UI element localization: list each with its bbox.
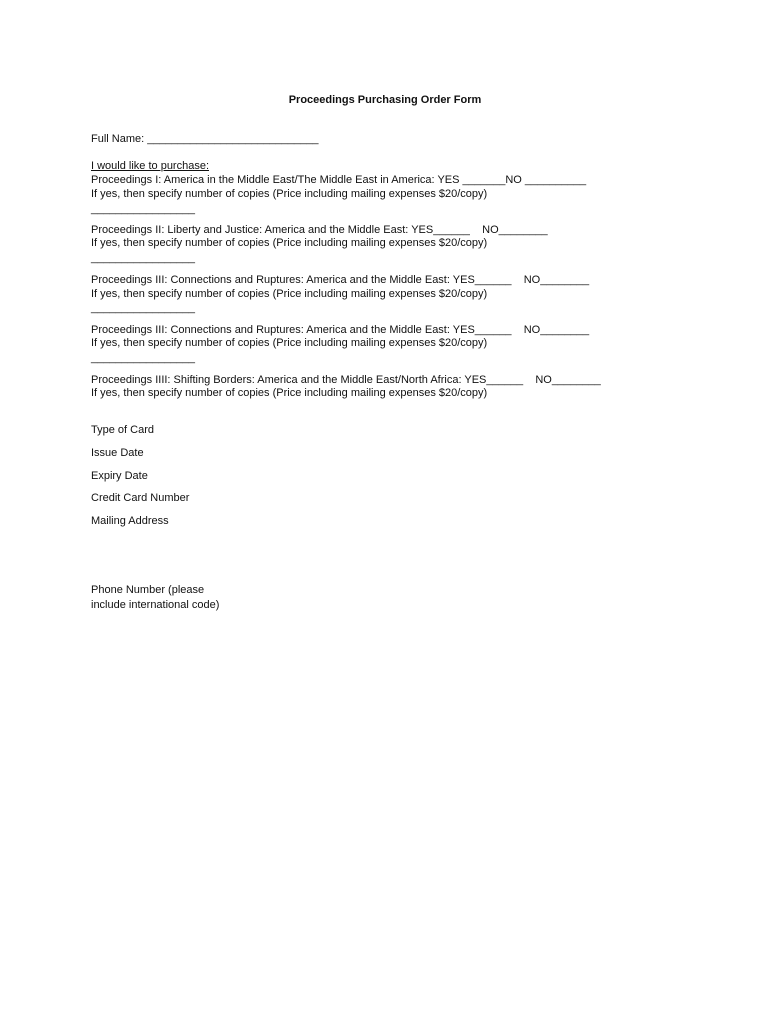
item-3-copies-label: If yes, then specify number of copies (Price including mailing expenses $20/copy) [91, 288, 488, 300]
card-number-label: Credit Card Number [91, 492, 190, 504]
phone-number-label-line2: include international code) [91, 599, 220, 611]
issue-date-label: Issue Date [91, 447, 144, 459]
expiry-date-label: Expiry Date [91, 470, 148, 482]
item-5-copies-label: If yes, then specify number of copies (Price including mailing expenses $20/copy) [91, 387, 488, 399]
item-5-name[interactable]: Proceedings IIII: Shifting Borders: America and the Middle East/North Africa: YES______ NO________ [91, 374, 601, 386]
item-1-copies-label: If yes, then specify number of copies (Price including mailing expenses $20/copy) [91, 188, 488, 200]
item-1-name[interactable]: Proceedings I: America in the Middle East/The Middle East in America: YES _______NO __________ [91, 174, 587, 186]
item-3-copies-blank[interactable]: _________________ [91, 302, 196, 314]
mailing-address-label: Mailing Address [91, 515, 169, 527]
item-4-copies-label: If yes, then specify number of copies (Price including mailing expenses $20/copy) [91, 337, 488, 349]
phone-number-label-line1: Phone Number (please [91, 584, 205, 596]
item-4-copies-blank[interactable]: _________________ [91, 352, 196, 364]
card-type-label: Type of Card [91, 424, 154, 436]
item-2-name[interactable]: Proceedings II: Liberty and Justice: America and the Middle East: YES______ NO________ [91, 224, 548, 236]
item-2-copies-blank[interactable]: _________________ [91, 252, 196, 264]
full-name-field[interactable]: Full Name: ____________________________ [91, 133, 319, 145]
form-title: Proceedings Purchasing Order Form [288, 94, 482, 106]
item-4-name[interactable]: Proceedings III: Connections and Ruptures: America and the Middle East: YES______ NO________ [91, 324, 590, 336]
item-3-name[interactable]: Proceedings III: Connections and Ruptures: America and the Middle East: YES______ NO________ [91, 274, 590, 286]
item-2-copies-label: If yes, then specify number of copies (Price including mailing expenses $20/copy) [91, 237, 488, 249]
item-1-copies-blank[interactable]: _________________ [91, 203, 196, 215]
purchase-heading: I would like to purchase: [91, 160, 210, 172]
